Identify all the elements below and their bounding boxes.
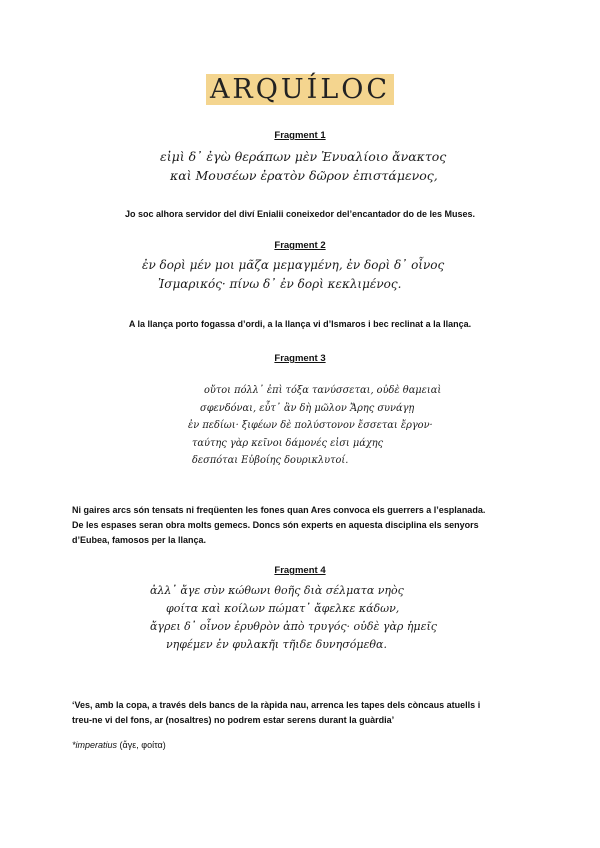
greek-line: οὔτοι πόλλ᾽ ἐπὶ τόξα τανύσσεται, οὐδὲ θαμειαὶ (204, 385, 442, 396)
greek-line: φοίτα καὶ κοίλων πώματ᾽ ἄφελκε κάδων, (166, 602, 400, 615)
greek-line: Ἰσμαρικός· πίνω δ᾽ ἐν δορὶ κεκλιμένος. (158, 277, 402, 291)
translation-line: De les espases seran obra molts gemecs. Doncs són experts en aquesta disciplina els senyors (72, 520, 479, 530)
fragment-4-heading: Fragment 4 (274, 565, 326, 576)
page-title: ARQUÍLOC (0, 74, 600, 105)
fragment-2-heading: Fragment 2 (274, 240, 326, 251)
fragment-1-greek (160, 147, 446, 185)
greek-line: ἀλλ᾽ ἄγε σὺν κώθωνι θοῆς διὰ σέλματα νηὸς (150, 584, 404, 597)
greek-line: σφενδόναι, εὖτ᾽ ἂν δὴ μῶλον Ἄρης συνάγῃ (200, 402, 415, 414)
fragment-2-greek (142, 256, 444, 294)
translation-line: ‘Ves, amb la copa, a través dels bancs de la ràpida nau, arrenca les tapes dels còncaus atuells i (72, 700, 481, 710)
translation-line: treu-ne vi del fons, ar (nosaltres) no podrem estar serens durant la guàrdia’ (72, 715, 395, 725)
greek-line: ἐν δορὶ μέν μοι μᾶζα μεμαγμένη, ἐν δορὶ δ᾽ οἶνος (142, 258, 445, 272)
greek-line: ταύτης γὰρ κεῖνοι δάμονές εἰσι μάχης (192, 437, 384, 449)
fragment-1-heading: Fragment 1 (274, 130, 326, 141)
fragment-3-translation (72, 503, 532, 548)
greek-line: εἰμὶ δ᾽ ἐγὼ θεράπων μὲν Ἐνυαλίοιο ἄνακτος (160, 149, 447, 164)
greek-line: ἄγρει δ᾽ οἶνον ἐρυθρὸν ἀπὸ τρυγός· οὐδὲ γὰρ ἡμεῖς (150, 620, 437, 633)
footnote (72, 740, 166, 750)
greek-line: δεσπόται Εὐβοίης δουρικλυτοί. (192, 455, 349, 466)
greek-line: νηφέμεν ἐν φυλακῆι τῆιδε δυνησόμεθα. (166, 638, 387, 651)
fragment-4-greek (150, 582, 437, 654)
translation-line: Ni gaires arcs són tensats ni freqüenten les fones quan Ares convoca els guerrers a l’esplanada. (72, 505, 486, 515)
fragment-1-translation: Jo soc alhora servidor del diví Enialii coneixedor del’encantador do de les Muses. (124, 209, 476, 219)
fragment-3-heading: Fragment 3 (274, 353, 326, 364)
greek-line: καὶ Μουσέων ἐρατὸν δῶρον ἐπιστάμενος, (170, 168, 438, 183)
translation-line: d’Eubea, famosos per la llança. (72, 535, 207, 545)
fragment-4-translation (72, 698, 532, 728)
footnote-forms: (ἄγε, φοίτα) (119, 740, 166, 750)
fragment-3-greek (186, 382, 441, 470)
footnote-term: *imperatius (72, 740, 118, 750)
greek-line: ἐν πεδίωι· ξιφέων δὲ πολύστονον ἔσσεται ἔργον· (188, 420, 433, 431)
fragment-2-translation: A la llança porto fogassa d’ordi, a la llança vi d’Ismaros i bec reclinat a la llança. (128, 319, 472, 329)
